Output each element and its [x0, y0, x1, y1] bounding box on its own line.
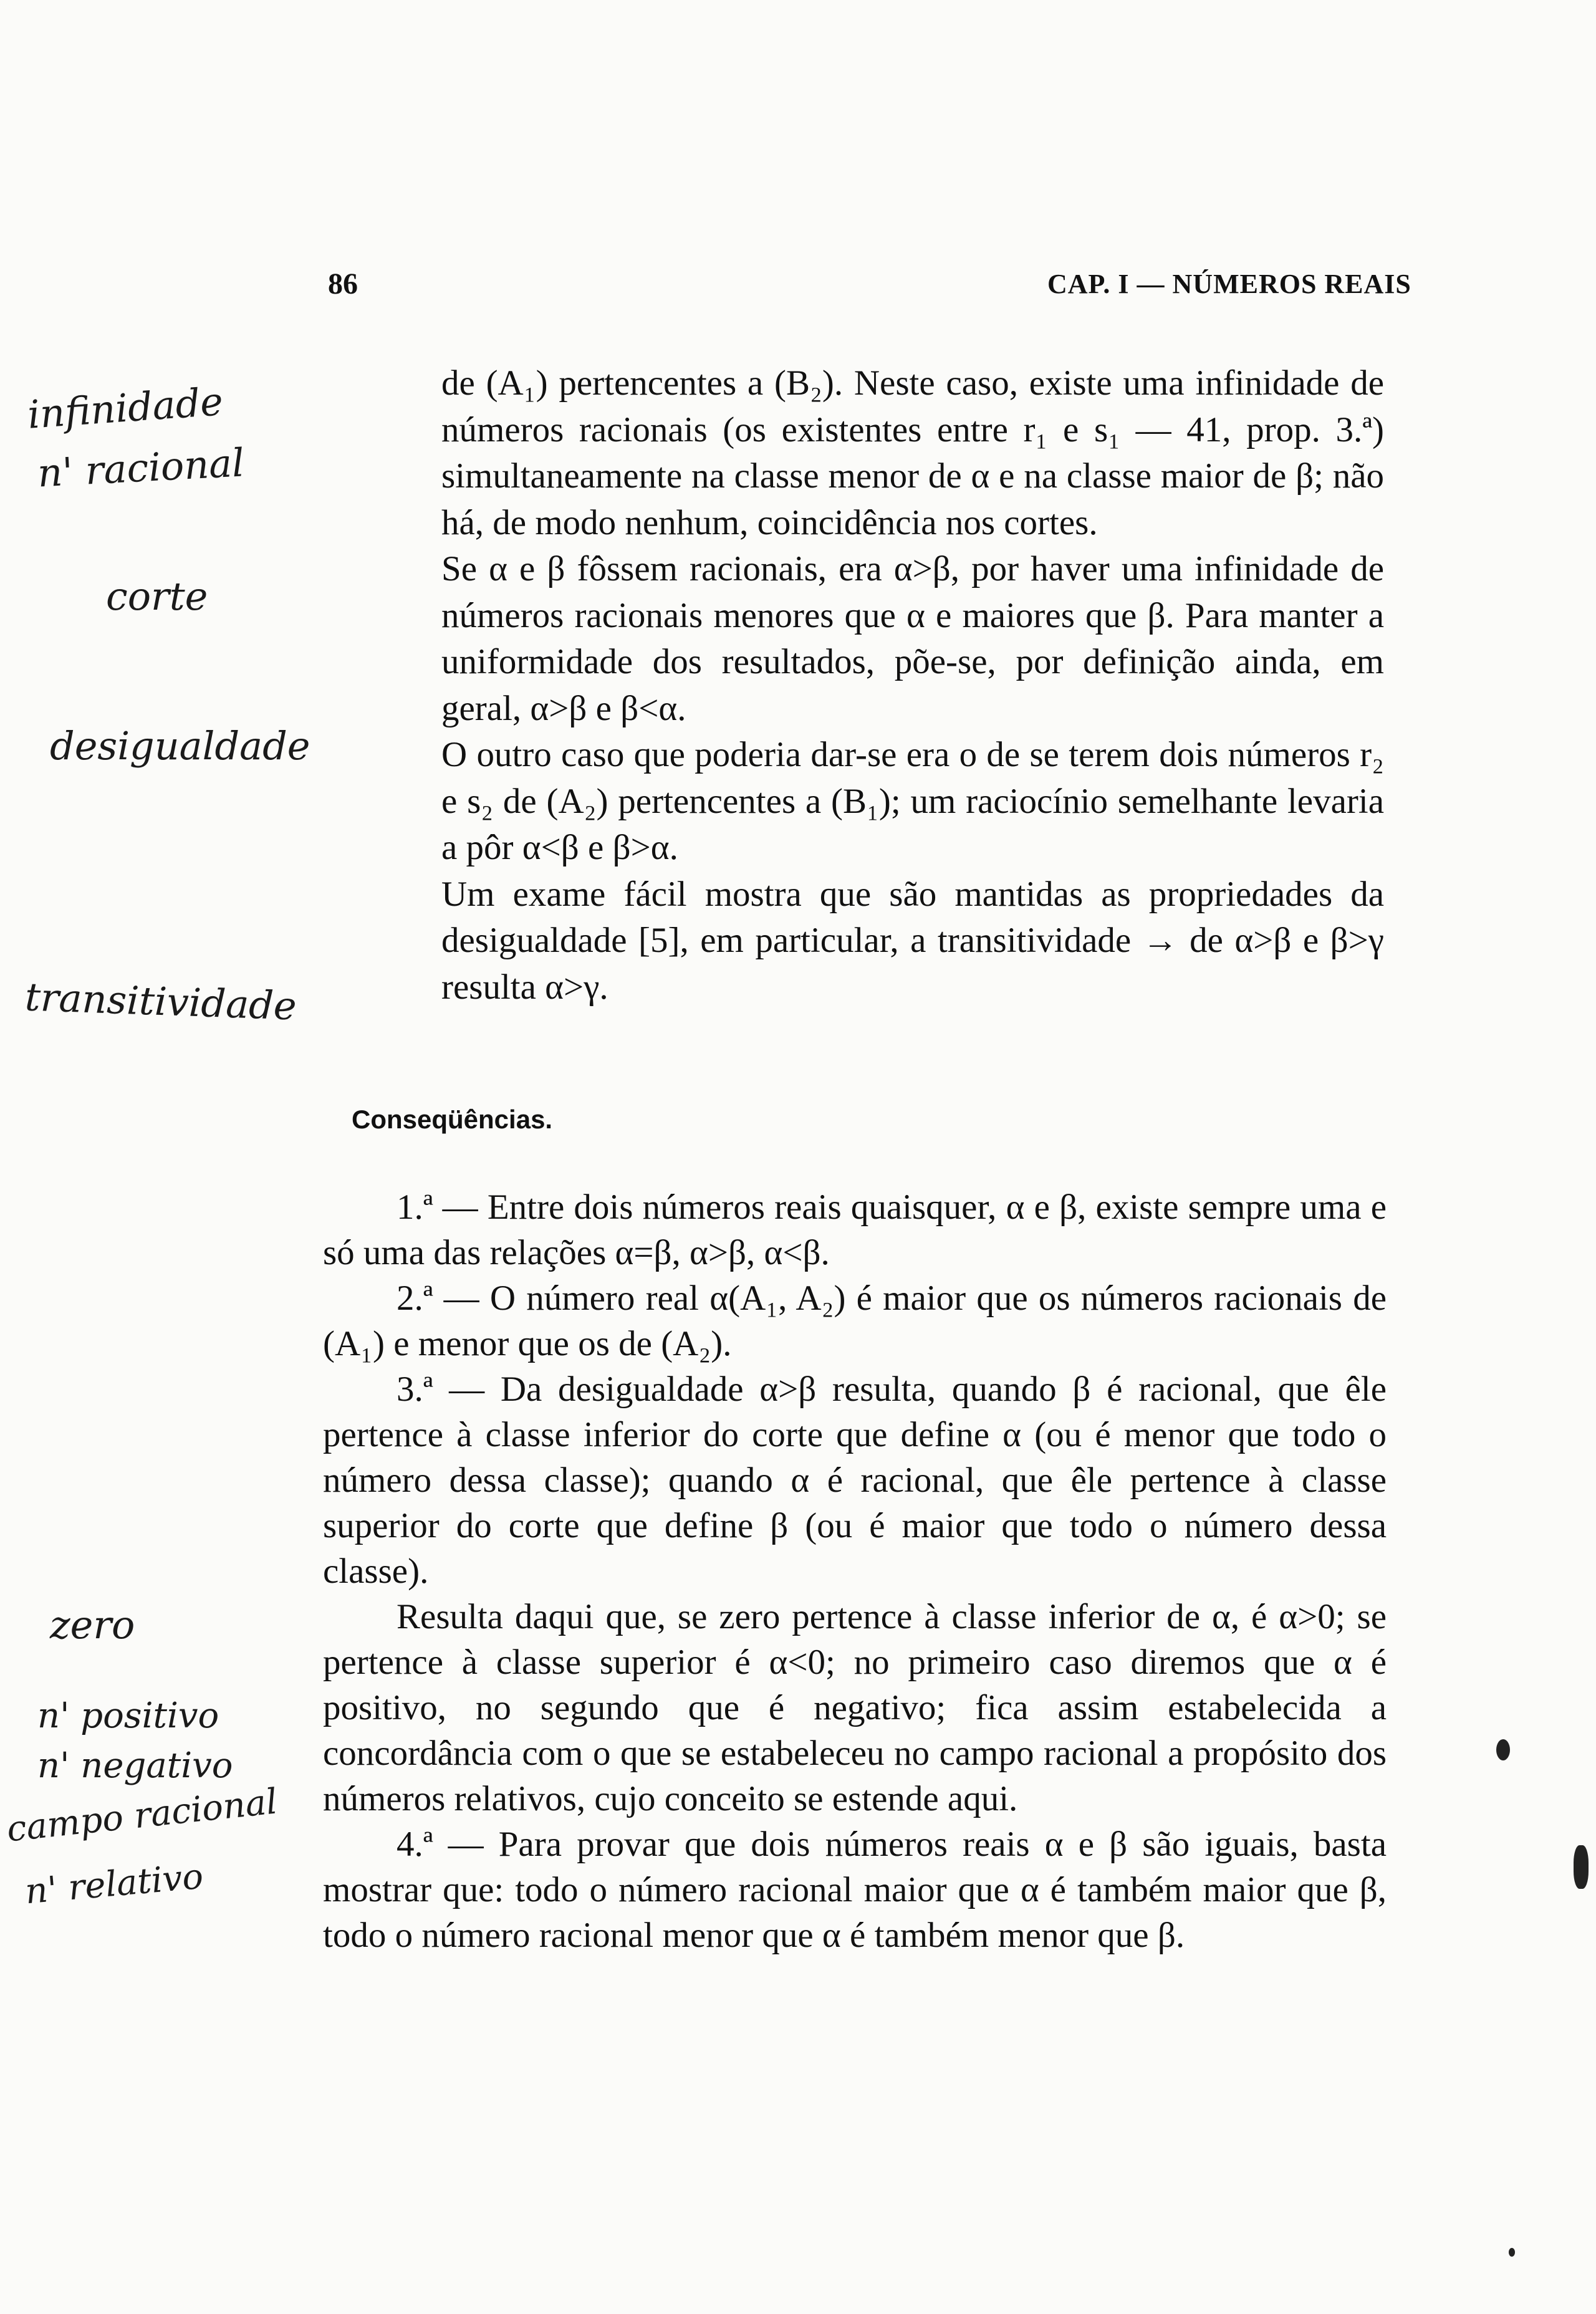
scan-speck [1574, 1845, 1589, 1889]
margin-note: campo racional [4, 1781, 279, 1850]
margin-note: n' racional [36, 439, 246, 496]
paragraph: Um exame fácil mostra que são mantidas as propriedades da desigualdade [5], em particular, a transitividade → de α>β e β>γ resulta α>γ. [441, 874, 1384, 1007]
margin-note: corte [106, 574, 208, 619]
paragraph: Resulta daqui que, se zero pertence à classe inferior de α, é α>0; se pertence à classe superior é α<0; no primeiro caso diremos que α é positivo, no segundo que é negativo; fica assim estabelecida a concordância com o que se estabeleceu no campo racional a propósito dos números relativos, cujo conceito se estende aqui. [323, 1597, 1387, 1818]
margin-note: n' negativo [37, 1745, 233, 1786]
paragraph: O outro caso que poderia dar-se era o de se terem dois números r₂ e s₂ de (A₂) pertencentes a (B₁); um raciocínio semelhante levaria a pôr α<β e β>α. [441, 735, 1384, 867]
text-block-b [323, 1184, 1387, 1958]
margin-note: zero [50, 1602, 135, 1648]
running-head: CAP. I — NÚMEROS REAIS [1047, 269, 1411, 299]
margin-note: desigualdade [50, 723, 310, 769]
consequence-4: 4.ª — Para provar que dois números reais α e β são iguais, basta mostrar que: todo o número racional maior que α é também maior que β, todo o número racional menor que α é também menor que β. [323, 1825, 1387, 1955]
text-block-a [441, 360, 1384, 1011]
margin-note: transitividade [24, 974, 297, 1029]
consequence-3: 3.ª — Da desigualdade α>β resulta, quando β é racional, que êle pertence à classe inferior do corte que define α (ou é menor que todo o número dessa classe); quando α é racional, que êle pertence à classe superior do corte que define β (ou é maior que todo o número dessa classe). [323, 1370, 1387, 1591]
page-number: 86 [328, 267, 358, 300]
section-heading: Conseqüências. [352, 1105, 553, 1134]
scan-speck [1509, 2248, 1515, 2257]
scan-speck [1496, 1739, 1510, 1760]
margin-note: n' positivo [37, 1696, 219, 1736]
margin-note: n' relativo [23, 1856, 205, 1913]
consequence-1: 1.ª — Entre dois números reais quaisquer, α e β, existe sempre uma e só uma das relações α=β, α>β, α<β. [323, 1188, 1387, 1272]
paragraph: Se α e β fôssem racionais, era α>β, por haver uma infinidade de números racionais menores que α e maiores que β. Para manter a uniformidade dos resultados, põe-se, por definição ainda, em geral, α>β e β<α. [441, 549, 1384, 728]
consequence-2: 2.ª — O número real α(A₁, A₂) é maior que os números racionais de (A₁) e menor que os de (A₂). [323, 1279, 1387, 1363]
paragraph: de (A₁) pertencentes a (B₂). Neste caso, existe uma infinidade de números racionais (os existentes entre r₁ e s₁ — 41, prop. 3.ª) simultaneamente na classe menor de α e na classe maior de β; não há, de modo nenhum, coincidência nos cortes. [441, 363, 1384, 542]
margin-note: infinidade [26, 378, 225, 438]
